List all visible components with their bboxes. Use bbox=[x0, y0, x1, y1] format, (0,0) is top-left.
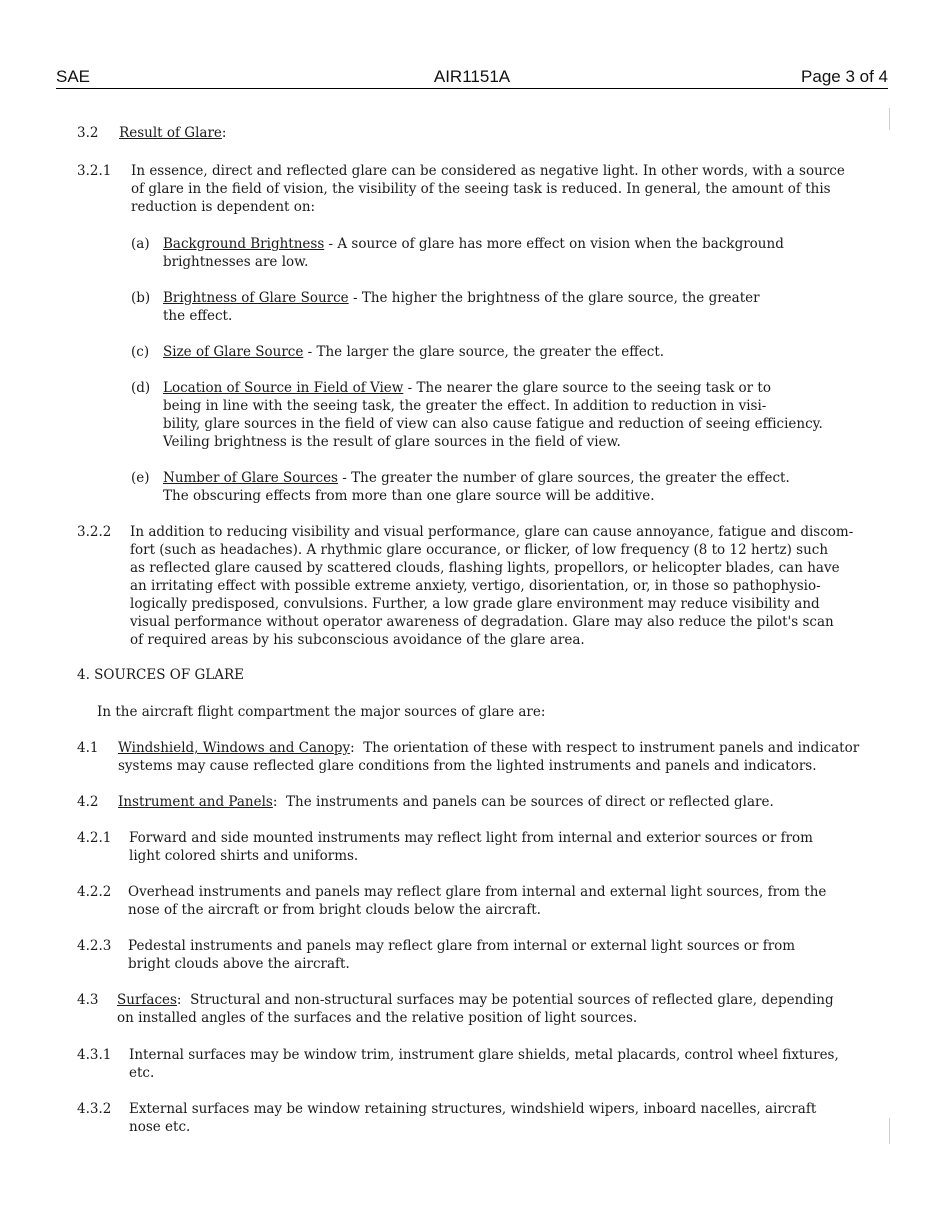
section-4-1-text: Windshield, Windows and Canopy: The orientation of these with respect to instrument panels and indicator systems may cause reflected glare conditions from the lighted instruments and panels and indicators. bbox=[118, 740, 860, 774]
header-page-number: Page 3 of 4 bbox=[801, 67, 888, 86]
section-4-2-3-number: 4.2.3 bbox=[77, 938, 112, 954]
section-3-2-2-number: 3.2.2 bbox=[77, 524, 112, 540]
factor-b-title: Brightness of Glare Source bbox=[163, 290, 349, 306]
section-3-2-1-text: In essence, direct and reflected glare can be considered as negative light. In other words, with a source of glare in the field of vision, the visibility of the seeing task is reduced. In general, the amount of this reduction is dependent on: bbox=[131, 163, 845, 215]
factor-a-text: Background Brightness - A source of glare has more effect on vision when the background brightnesses are low. bbox=[163, 236, 784, 270]
section-4-3-1-number: 4.3.1 bbox=[77, 1047, 112, 1063]
section-4-2-2-text: Overhead instruments and panels may reflect glare from internal and external light sources, from the nose of the aircraft or from bright clouds below the aircraft. bbox=[128, 884, 827, 918]
factor-d-title: Location of Source in Field of View bbox=[163, 380, 404, 396]
section-4-3-number: 4.3 bbox=[77, 992, 99, 1008]
factor-c-title: Size of Glare Source bbox=[163, 344, 304, 360]
section-4-1-title: Windshield, Windows and Canopy bbox=[118, 740, 351, 756]
factor-b-label: (b) bbox=[131, 290, 151, 306]
header-doc-number: AIR1151A bbox=[433, 67, 511, 86]
factor-c-label: (c) bbox=[131, 344, 150, 360]
section-4-2-3-text: Pedestal instruments and panels may reflect glare from internal or external light sources or from bright clouds above the aircraft. bbox=[128, 938, 796, 972]
factor-d-label: (d) bbox=[131, 380, 151, 396]
section-4-2-1-number: 4.2.1 bbox=[77, 830, 112, 846]
section-4-3-title: Surfaces bbox=[117, 992, 177, 1008]
section-4-2-2-number: 4.2.2 bbox=[77, 884, 112, 900]
section-4-2-1-text: Forward and side mounted instruments may reflect light from internal and exterior sources or from light colored shirts and uniforms. bbox=[129, 830, 813, 864]
section-4-3-1-text: Internal surfaces may be window trim, instrument glare shields, metal placards, control wheel fixtures, etc. bbox=[129, 1047, 839, 1081]
factor-a-label: (a) bbox=[131, 236, 150, 252]
factor-b-text: Brightness of Glare Source - The higher the brightness of the glare source, the greater the effect. bbox=[163, 290, 760, 324]
section-4-3-2-text: External surfaces may be window retaining structures, windshield wipers, inboard nacelles, aircraft nose etc. bbox=[129, 1101, 817, 1135]
factor-e-title: Number of Glare Sources bbox=[163, 470, 338, 486]
section-3-2-2-text: In addition to reducing visibility and visual performance, glare can cause annoyance, fatigue and discom- fort (such as headaches). A rhythmic glare occurance, or flicker, of low frequency (8 to 12 hertz) such as reflected glare caused by scattered clouds, flashing lights, propellors, or helicopter blades, can have an irritating effect with possible extreme anxiety, vertigo, disorientation, or, in those so pathophysio- logically predisposed, convulsions. Further, a low grade glare environment may reduce visibility and visual performance without operator awareness of degradation. Glare may also reduce the pilot's scan of required areas by his subconscious avoidance of the glare area. bbox=[130, 524, 854, 648]
section-4-heading: 4. SOURCES OF GLARE bbox=[77, 667, 244, 683]
section-4-2-title: Instrument and Panels bbox=[118, 794, 273, 810]
section-4-2-text: Instrument and Panels: The instruments and panels can be sources of direct or reflected glare. bbox=[118, 794, 774, 810]
section-4-2-number: 4.2 bbox=[77, 794, 99, 810]
section-3-2-heading: 3.2 Result of Glare: bbox=[77, 125, 227, 141]
header-org: SAE bbox=[56, 67, 91, 86]
section-title: Result of Glare bbox=[119, 125, 222, 141]
section-4-3-text: Surfaces: Structural and non-structural surfaces may be potential sources of reflected glare, depending on installed angles of the surfaces and the relative position of light sources. bbox=[117, 992, 834, 1026]
factor-e-text: Number of Glare Sources - The greater the number of glare sources, the greater the effect. The obscuring effects from more than one glare source will be additive. bbox=[163, 470, 790, 504]
section-4-1-number: 4.1 bbox=[77, 740, 99, 756]
section-4-intro: In the aircraft flight compartment the major sources of glare are: bbox=[97, 704, 546, 720]
factor-d-text: Location of Source in Field of View - The nearer the glare source to the seeing task or to being in line with the seeing task, the greater the effect. In addition to reduction in visi- bility, glare sources in the field of view can also cause fatigue and reduction of seeing efficiency. Veiling brightness is the result of glare sources in the field of view. bbox=[163, 380, 823, 450]
factor-e-label: (e) bbox=[131, 470, 150, 486]
section-number: 3.2 bbox=[77, 125, 99, 141]
section-3-2-1-number: 3.2.1 bbox=[77, 163, 112, 179]
section-4-3-2-number: 4.3.2 bbox=[77, 1101, 112, 1117]
factor-c-text: Size of Glare Source - The larger the glare source, the greater the effect. bbox=[163, 344, 665, 360]
factor-a-title: Background Brightness bbox=[163, 236, 325, 252]
